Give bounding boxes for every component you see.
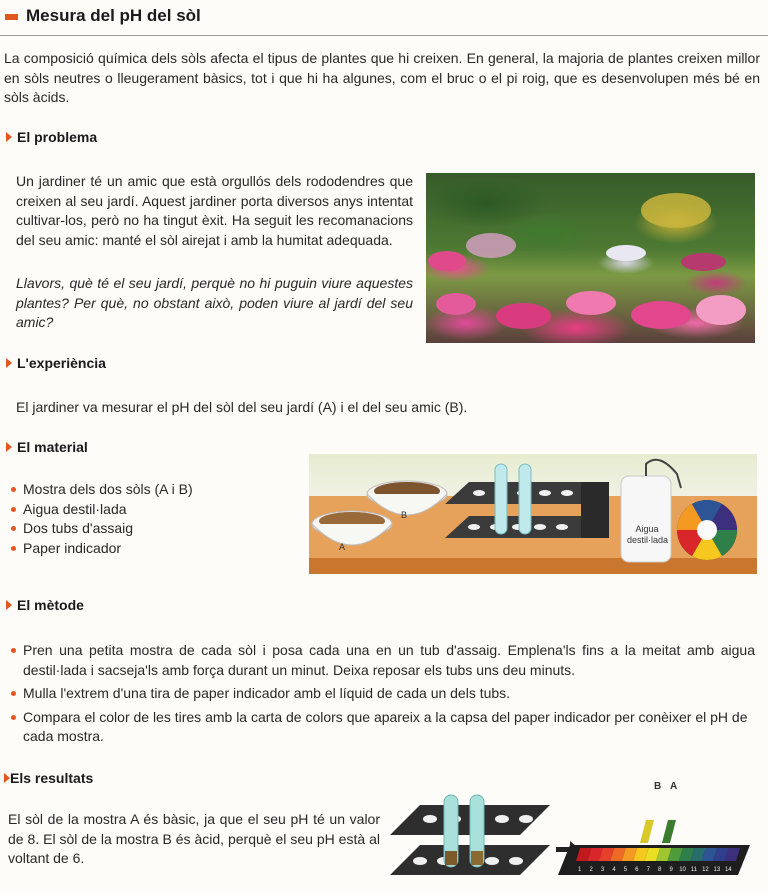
bottle-label: Aigua destil·lada <box>627 524 669 545</box>
ph-scale-number: 9 <box>669 867 673 873</box>
heading-resultats: Els resultats <box>10 770 94 786</box>
intro-paragraph: La composició química dels sòls afecta el tipus de plantes que hi creixen. En general, la majoria de plantes creixen millor en sòls neutres o lleugerament bàsics, tot i que hi ha algunes, com el bruc o el pi roig, que es desenvolupen més bé en sòls àcids. <box>4 50 760 105</box>
problema-text: Un jardiner té un amic que està orgullós dels rododendres que creixen al seu jardí. Aquest jardiner porta diversos anys intentat cultivar-los, però no ha tingut èxit. Ha seguit les recomanacions del seu amic: manté el sòl airejat i amb la humitat adequada. <box>16 173 413 248</box>
title-marker <box>5 14 18 20</box>
metode-list <box>10 641 755 747</box>
ph-scale-number: 11 <box>690 867 698 873</box>
ph-scale-number: 7 <box>646 867 650 873</box>
ph-scale-number: 1 <box>578 867 582 873</box>
ph-scale-number: 10 <box>679 867 686 873</box>
results-drawing <box>390 775 760 890</box>
ph-scale-number: 6 <box>635 867 639 873</box>
ph-scale-number: 4 <box>612 867 616 873</box>
list-item: Paper indicador <box>10 539 290 559</box>
list-item: Dos tubs d'assaig <box>10 519 290 539</box>
list-item: Mulla l'extrem d'una tira de paper indicador amb el líquid de cada un dels tubs. <box>10 684 755 704</box>
list-item: Pren una petita mostra de cada sòl i posa cada una en un tub d'assaig. Emplena'ls fins a la meitat amb aigua destil·lada i sacseja'ls amb força durant un minut. Deixa reposar els tubs uns deu minuts. <box>10 641 755 680</box>
ph-scale-number: 2 <box>589 867 593 873</box>
indicator-strip-b <box>640 820 654 843</box>
material-list <box>10 480 290 558</box>
heading-material: El material <box>17 439 88 455</box>
experiencia-text: El jardiner va mesurar el pH del sòl del seu jardí (A) i el del seu amic (B). <box>16 399 468 415</box>
ph-scale-number: 3 <box>600 867 605 873</box>
heading-experiencia: L'experiència <box>17 355 106 371</box>
problema-question: Llavors, què té el seu jardí, perquè no hi puguin viure aquestes plantes? Per què, no obstant això, poden viure al jardí del seu amic? <box>16 275 413 330</box>
results-illustration <box>390 775 760 890</box>
bowl-label-a: A <box>339 542 346 552</box>
page-title: Mesura del pH del sòl <box>26 6 201 25</box>
list-item: Compara el color de les tires amb la carta de colors que apareix a la capsa del paper indicador per conèixer el pH de cada mostra. <box>10 708 755 747</box>
section-arrow-icon <box>6 442 12 452</box>
ph-scale-number: 8 <box>658 867 662 873</box>
ph-color-scale <box>576 848 740 861</box>
strip-label-b: B <box>654 781 662 792</box>
strip-label-a: A <box>670 781 678 792</box>
list-item: Mostra dels dos sòls (A i B) <box>10 480 290 500</box>
rhododendron-garden-photo <box>426 173 755 343</box>
indicator-strip-a <box>662 820 676 843</box>
resultats-text: El sòl de la mostra A és bàsic, ja que el seu pH té un valor de 8. El sòl de la mostra B és àcid, perquè el seu pH està al voltant de 6. <box>8 811 380 866</box>
section-arrow-icon <box>6 600 12 610</box>
section-arrow-icon <box>6 358 12 368</box>
heading-metode: El mètode <box>17 597 84 613</box>
material-illustration <box>309 454 757 574</box>
ph-scale-number: 5 <box>623 867 628 873</box>
ph-scale-number: 13 <box>713 867 721 873</box>
ph-scale-number: 12 <box>702 867 709 873</box>
ph-scale-number: 14 <box>724 867 732 873</box>
bowl-label-b: B <box>401 510 408 520</box>
lab-equipment-drawing <box>309 454 757 574</box>
section-arrow-icon <box>6 132 12 142</box>
list-item: Aigua destil·lada <box>10 500 290 520</box>
title-rule <box>0 35 768 36</box>
heading-problema: El problema <box>17 129 98 145</box>
